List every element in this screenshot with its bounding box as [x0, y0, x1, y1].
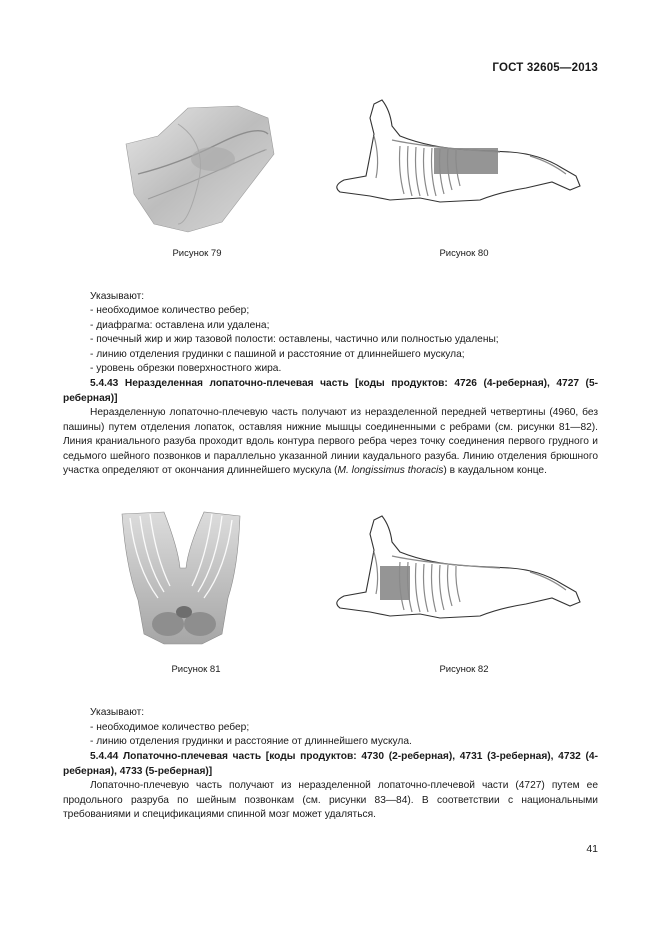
- section-5443-heading: 5.4.43 Неразделенная лопаточно-плечевая часть [коды продуктов: 4726 (4-реберная), 4727 (5-реберная)]: [63, 378, 598, 404]
- block1-intro: Указывают:: [90, 291, 145, 302]
- figure-80-caption: Рисунок 80: [439, 248, 489, 259]
- block1-item: - почечный жир и жир тазовой полости: оставлены, частично или полностью удалены;: [90, 334, 499, 346]
- section-5444-body: Лопаточно-плечевую часть получают из неразделенной лопаточно-плечевой части (4727) путем ее продольного разруба по шейным позвонкам (см. рисунки 83—84). В соответствии с национальными требованиями и спецификациями спинной мозг может удаляться.: [63, 780, 598, 821]
- figure-81-image: [118, 508, 248, 646]
- figure-79-image: [118, 104, 278, 236]
- block1-item: - диафрагма: оставлена или удалена;: [90, 319, 270, 331]
- block1-item: - уровень обрезки поверхностного жира.: [90, 363, 282, 375]
- figure-79-caption: Рисунок 79: [172, 248, 222, 259]
- highlight-region: [380, 566, 410, 600]
- block1-item: - необходимое количество ребер;: [90, 305, 250, 316]
- page-number: 41: [586, 843, 598, 855]
- standard-header: ГОСТ 32605—2013: [492, 62, 598, 74]
- figure-82-image: [330, 512, 590, 624]
- section-5444-heading: 5.4.44 Лопаточно-плечевая часть [коды продуктов: 4730 (2-реберная), 4731 (3-реберная), 4732 (4-реберная), 4733 (5-реберная)]: [63, 751, 598, 777]
- highlight-region: [434, 148, 498, 174]
- figure-80-image: [330, 96, 590, 208]
- latin-term: M. longissimus thoracis: [337, 465, 444, 477]
- section-5443-body: Неразделенную лопаточно-плечевую часть получают из неразделенной передней четвертины (4960, без пашины) путем отделения лопаток, оставляя нижние мышцы соединенными с ребрами (см. рисунки 81—82). Линия краниального разуба проходит вдоль контура первого ребра через точку соединения первого грудного и седьмого шейного позвонков и параллельно указанной линии каудального разуба. Линию отделения брюшного участка определяют от окончания длиннейшего мускула (M. longissimus thoracis) в каудальном конце.: [63, 407, 598, 477]
- figure-81-caption: Рисунок 81: [171, 664, 221, 675]
- block2-intro: Указывают:: [90, 707, 145, 718]
- figure-82-caption: Рисунок 82: [439, 664, 489, 675]
- block2-item: - необходимое количество ребер;: [90, 721, 250, 733]
- block2-item: - линию отделения грудинки и расстояние от длиннейшего мускула.: [90, 736, 412, 748]
- block1-item: - линию отделения грудинки с пашиной и расстояние от длиннейшего мускула;: [90, 348, 465, 360]
